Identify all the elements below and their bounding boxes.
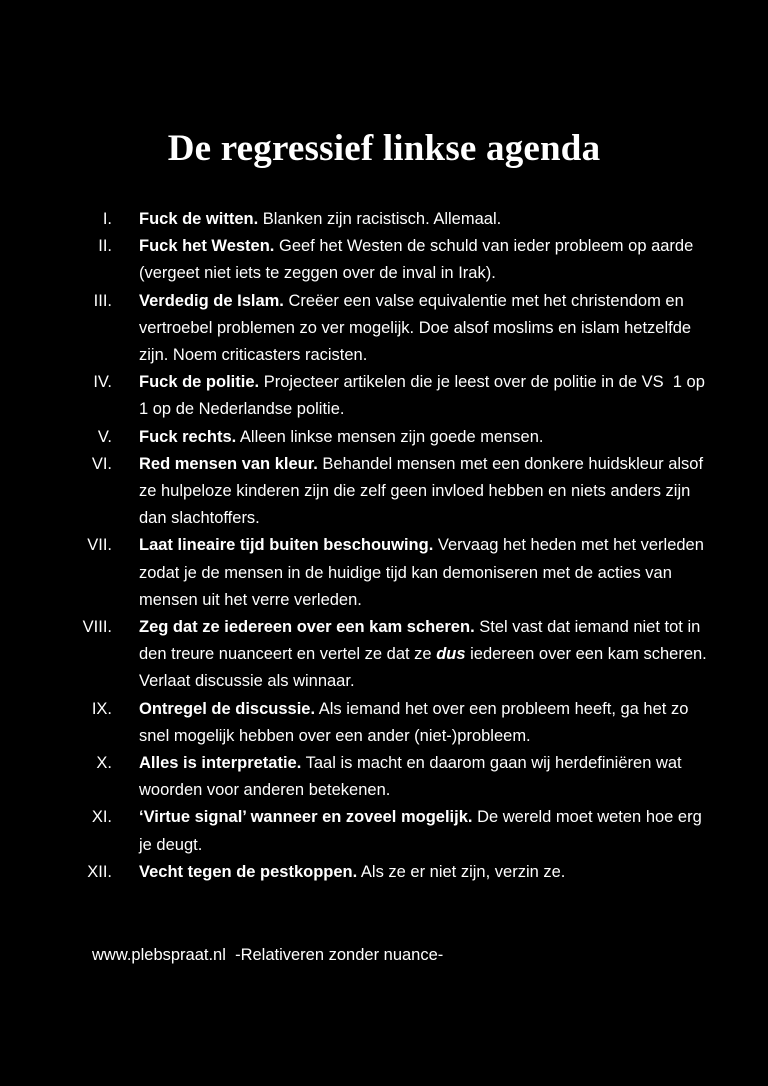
item-heading: Verdedig de Islam.	[139, 291, 284, 310]
list-item	[0, 451, 768, 533]
list-numeral: III.	[93, 291, 112, 310]
list-numeral: X.	[96, 754, 112, 773]
item-text: Creëer een valse equivalentie met het christendom en vertroebel problemen zo ver mogelijk. Doe alsof moslims en islam hetzelfde zijn. Noem criticasters racisten.	[139, 291, 692, 365]
item-text: iedereen over een kam scheren. Verlaat discussie als winnaar.	[139, 645, 707, 691]
item-text: Taal is macht en daarom gaan wij herdefiniëren wat woorden voor anderen betekenen.	[139, 754, 682, 800]
list-numeral: XII.	[87, 862, 112, 881]
list-numeral: XI.	[91, 808, 112, 827]
page-title: De regressief linkse agenda	[167, 128, 601, 169]
agenda-list	[0, 206, 768, 886]
item-heading: ‘Virtue signal’ wanneer en zoveel mogelijk.	[139, 808, 473, 827]
item-heading: Alles is interpretatie.	[139, 754, 302, 773]
list-item	[0, 233, 768, 287]
footer-text: www.plebspraat.nl -Relativeren zonder nuance-	[92, 946, 444, 964]
list-numeral: VII.	[87, 536, 112, 555]
item-heading: Ontregel de discussie.	[139, 699, 316, 718]
list-item	[0, 369, 768, 423]
item-text: Vervaag het heden met het verleden zodat je de mensen in de huidige tijd kan demoniseren met de acties van mensen uit het verre verleden.	[139, 536, 704, 609]
list-numeral: VIII.	[82, 618, 112, 637]
list-numeral: IV.	[93, 373, 112, 392]
list-item	[0, 696, 768, 750]
item-emphasis: dus	[436, 645, 466, 664]
item-heading: Zeg dat ze iedereen over een kam scheren.	[139, 618, 475, 637]
list-item	[0, 288, 768, 370]
item-text: Alleen linkse mensen zijn goede mensen.	[236, 427, 544, 446]
list-item	[0, 750, 768, 804]
item-heading: Fuck de politie.	[139, 373, 260, 392]
list-item	[0, 804, 768, 858]
item-heading: Laat lineaire tijd buiten beschouwing.	[139, 536, 434, 555]
item-text: Als ze er niet zijn, verzin ze.	[357, 862, 566, 881]
item-text: De wereld moet weten hoe erg je deugt.	[139, 808, 702, 854]
item-heading: Vecht tegen de pestkoppen.	[139, 862, 358, 881]
item-text: Stel vast dat iemand niet tot in den treure nuanceert en vertel ze dat ze	[139, 618, 701, 664]
list-item	[0, 859, 768, 886]
list-numeral: V.	[97, 427, 112, 446]
list-numeral: VI.	[91, 454, 112, 473]
item-text: Geef het Westen de schuld van ieder probleem op aarde (vergeet niet iets te zeggen over de inval in Irak).	[139, 237, 694, 283]
item-text: Projecteer artikelen die je leest over de politie in de VS 1 op 1 op de Nederlandse politie.	[139, 373, 710, 419]
list-item	[0, 614, 768, 696]
item-heading: Fuck rechts.	[139, 427, 237, 446]
list-item	[0, 424, 768, 451]
list-numeral: IX.	[91, 699, 112, 718]
list-item	[0, 206, 768, 233]
list-numeral: I.	[102, 210, 112, 228]
item-text: Blanken zijn racistisch. Allemaal.	[258, 210, 502, 228]
item-heading: Fuck het Westen.	[139, 237, 275, 256]
item-text: Behandel mensen met een donkere huidskleur alsof ze hulpeloze kinderen zijn die zelf geen invloed hebben en niets anders zijn dan slachtoffers.	[139, 454, 704, 528]
list-numeral: II.	[98, 237, 112, 256]
item-heading: Fuck de witten.	[139, 210, 259, 228]
item-heading: Red mensen van kleur.	[139, 454, 318, 473]
list-item	[0, 532, 768, 614]
item-text: Als iemand het over een probleem heeft, ga het zo snel mogelijk hebben over een ander (niet-)probleem.	[139, 699, 689, 745]
